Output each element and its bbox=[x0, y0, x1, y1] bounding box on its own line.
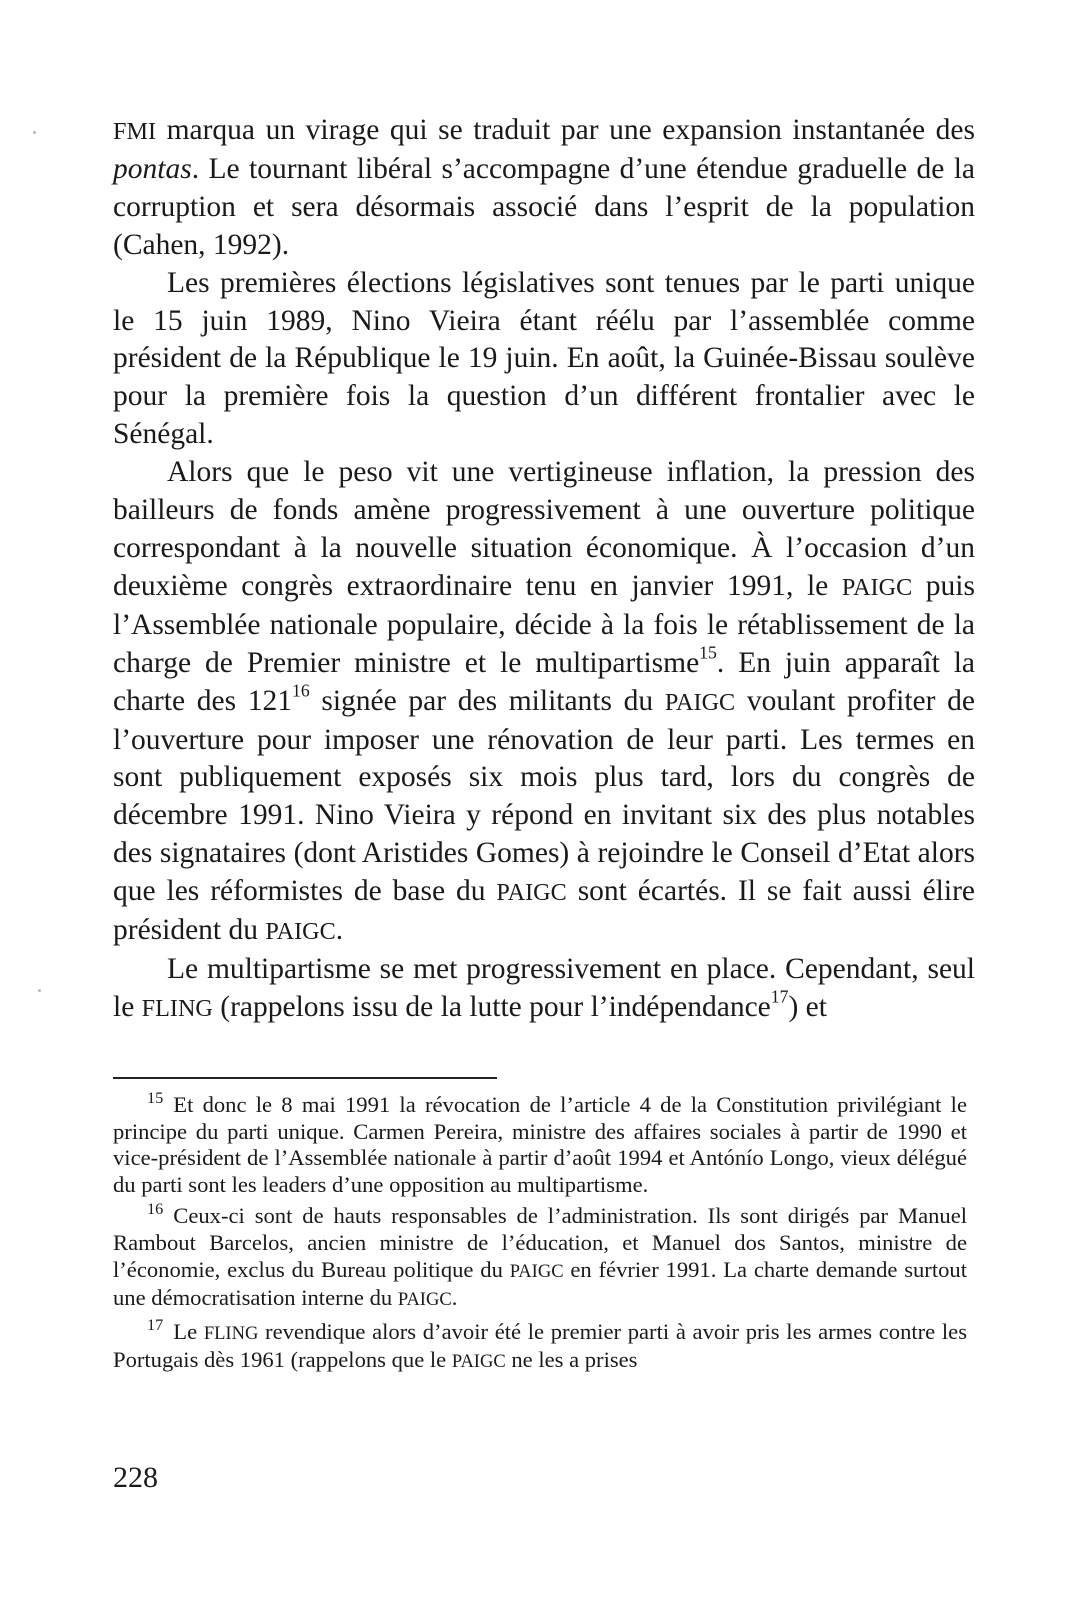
footnote-text: . bbox=[451, 1285, 458, 1311]
paragraph bbox=[113, 951, 975, 1028]
footnote bbox=[113, 1315, 968, 1376]
text-run: Les premières élections législatives sont tenues par le parti unique le 15 juin 1989, Nino Vieira étant réélu par l’assemblée comme président de la République le 19 juin. En août, la Guinée-Bissau soulève pour la première fois la question d’un différent frontalier avec le Sénégal. bbox=[113, 266, 975, 451]
footnote-text: revendique alors d’avoir été le premier parti à avoir pris les armes contre les Portugais dès 1961 (rappelons que le bbox=[113, 1318, 968, 1373]
text-run: Le multipartisme se met progressivement en place. Cependant, seul le bbox=[113, 952, 975, 1023]
text-run: marqua un virage qui se traduit par une expansion instantanée des bbox=[156, 114, 975, 146]
acronym: PAIGC bbox=[509, 1260, 564, 1282]
acronym: PAIGC bbox=[265, 918, 336, 946]
footnote-text: en février 1991. La charte demande surtout une démocratisation interne du bbox=[113, 1256, 967, 1311]
acronym: FLING bbox=[203, 1322, 259, 1344]
acronym: PAIGC bbox=[451, 1351, 506, 1373]
text-run: signée par des militants du bbox=[309, 684, 665, 717]
acronym: PAIGC bbox=[397, 1289, 452, 1311]
page-number: 228 bbox=[113, 1461, 158, 1494]
footnote-number: 17 bbox=[147, 1315, 164, 1334]
text-run: puis l’Assemblée nationale populaire, décide à la fois le rétablissement de la charge de Premier ministre et le multipartisme bbox=[113, 569, 975, 679]
footnote-number: 16 bbox=[147, 1200, 164, 1219]
text-run: (rappelons issu de la lutte pour l’indépendance bbox=[212, 990, 771, 1023]
text-run: voulant profiter de l’ouverture pour imposer une rénovation de leur parti. Les termes en sont publiquement exposés six mois plus tard, lors du congrès de décembre 1991. Nino Vieira y répond en invitant six des plus notables des signataires (dont Aristides Gomes) à rejoindre le Conseil d’Etat alors que les réformistes de base du bbox=[113, 684, 975, 908]
footnote-text: ne les a prises bbox=[505, 1347, 638, 1373]
footnote-text: Et donc le 8 mai 1991 la révocation de l’article 4 de la Constitution privilégiant le principe du parti unique. Carmen Pereira, ministre des affaires sociales à partir de 1990 et vice-président de l’Assemblée nationale à partir d’août 1994 et Antónío Longo, vieux délégué du parti sont les leaders d’une opposition au multipartisme. bbox=[113, 1092, 967, 1197]
italic-term: pontas bbox=[113, 152, 192, 185]
text-run: sont écartés. Il se fait aussi élire président du bbox=[113, 875, 975, 947]
footnotes bbox=[113, 1089, 968, 1381]
footnote-separator bbox=[113, 1077, 497, 1079]
acronym: FLING bbox=[141, 994, 213, 1022]
scan-speck bbox=[33, 131, 36, 134]
footnote-number: 15 bbox=[147, 1089, 164, 1108]
footnote bbox=[113, 1089, 967, 1198]
paragraph bbox=[113, 454, 975, 951]
text-run: . En juin apparaît la charte des 121 bbox=[113, 646, 976, 717]
acronym: FMI bbox=[113, 118, 157, 145]
scan-speck bbox=[38, 989, 41, 992]
footnote-ref: 16 bbox=[291, 680, 310, 701]
paragraph bbox=[113, 112, 975, 265]
text-run: . Le tournant libéral s’accompagne d’une étendue graduelle de la corruption et sera désormais associé dans l’esprit de la population (Cahen, 1992). bbox=[113, 152, 975, 261]
acronym: PAIGC bbox=[841, 573, 913, 601]
main-text bbox=[113, 112, 975, 1028]
acronym: PAIGC bbox=[664, 688, 736, 716]
text-run: Alors que le peso vit une vertigineuse inflation, la pression des bailleurs de fonds amène progressivement à une ouverture politique correspondant à la nouvelle situation économique. À l’occasion d’un deuxième congrès extraordinaire tenu en janvier 1991, le bbox=[113, 456, 975, 602]
footnote-ref: 17 bbox=[770, 986, 789, 1007]
footnote bbox=[113, 1200, 967, 1313]
footnote-text: Ceux-ci sont de hauts responsables de l’administration. Ils sont dirigés par Manuel Rambout Barcelos, ancien ministre de l’éducation, et Manuel dos Santos, ministre de l’économie, exclus du Bureau politique du bbox=[113, 1203, 967, 1282]
text-run: ) et bbox=[788, 990, 827, 1023]
acronym: PAIGC bbox=[496, 879, 567, 907]
footnote-text: Le bbox=[173, 1318, 204, 1344]
footnote-ref: 15 bbox=[699, 642, 717, 663]
text-run: . bbox=[335, 914, 344, 947]
paragraph bbox=[113, 265, 975, 455]
